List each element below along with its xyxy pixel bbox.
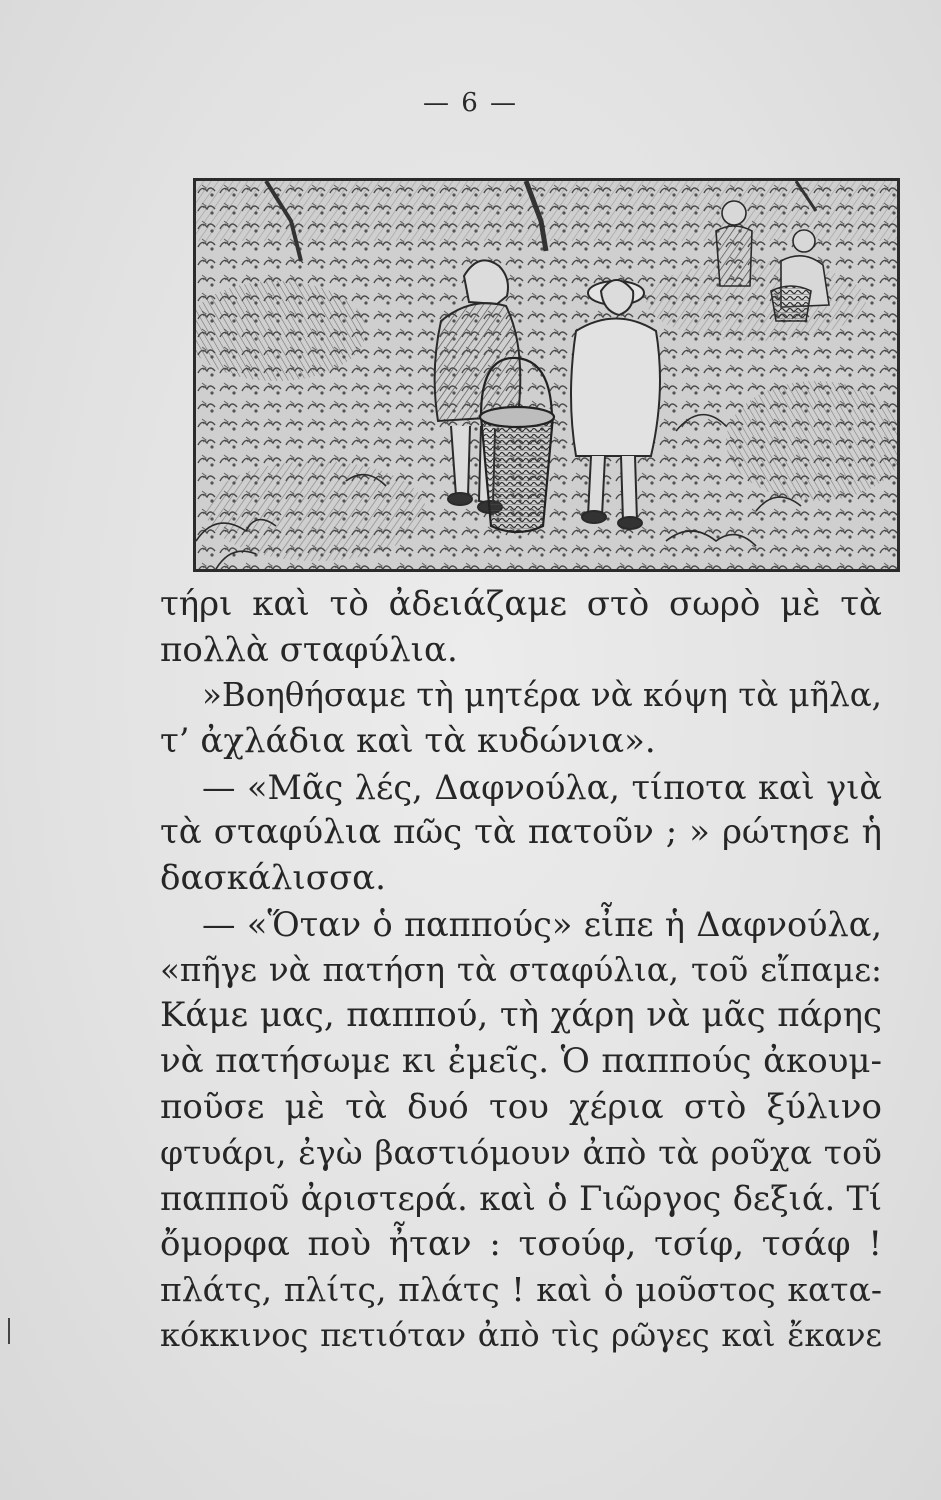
text-line: δασκάλισσα. — [160, 858, 386, 899]
text-line: — «Μᾶς λές, Δαφνούλα, τίποτα καὶ γιὰ — [202, 767, 882, 807]
body-text — [160, 582, 882, 1359]
text-line: πλάτς, πλίτς, πλάτς ! καὶ ὁ μοῦστος κατα- — [160, 1270, 882, 1310]
text-line: παπποῦ ἀριστερά. καὶ ὁ Γιῶργος δεξιά. Τί — [160, 1178, 882, 1218]
text-line: κόκκινος πετιόταν ἀπὸ τὶς ρῶγες καὶ ἔκανε — [160, 1316, 882, 1354]
text-line: τήρι καὶ τὸ ἀδειάζαμε στὸ σωρὸ μὲ τὰ — [160, 584, 882, 624]
text-line: τὰ σταφύλια πῶς τὰ πατοῦν ; » ρώτησε ἡ — [160, 812, 882, 853]
text-line: «πῆγε νὰ πατήση τὰ σταφύλια, τοῦ εἴπαμε: — [160, 950, 882, 989]
illustration — [193, 178, 900, 572]
page-number: — 6 — — [422, 88, 519, 118]
text-line: τ’ ἀχλάδια καὶ τὰ κυδώνια». — [160, 721, 656, 762]
grape-harvest-engraving — [196, 181, 897, 569]
margin-mark — [8, 1318, 10, 1344]
text-line: ποῦσε μὲ τὰ δυό του χέρια στὸ ξύλινο — [160, 1086, 882, 1127]
text-line: νὰ πατήσωμε κι ἐμεῖς. Ὁ παππούς ἀκουμ- — [160, 1040, 882, 1081]
text-line: »Βοηθήσαμε τὴ μητέρα νὰ κόψη τὰ μῆλα, — [202, 676, 882, 715]
text-line: πολλὰ σταφύλια. — [160, 629, 458, 670]
text-line: — «Ὅταν ὁ παππούς» εἶπε ἡ Δαφνούλα, — [202, 904, 882, 944]
text-line: φτυάρι, ἐγὼ βαστιόμουν ἀπὸ τὰ ροῦχα τοῦ — [160, 1133, 882, 1173]
text-line: Κάμε μας, παππού, τὴ χάρη νὰ μᾶς πάρης — [160, 995, 882, 1036]
text-line: ὄμορφα ποὺ ἦταν : τσούφ, τσίφ, τσάφ ! — [160, 1223, 882, 1264]
